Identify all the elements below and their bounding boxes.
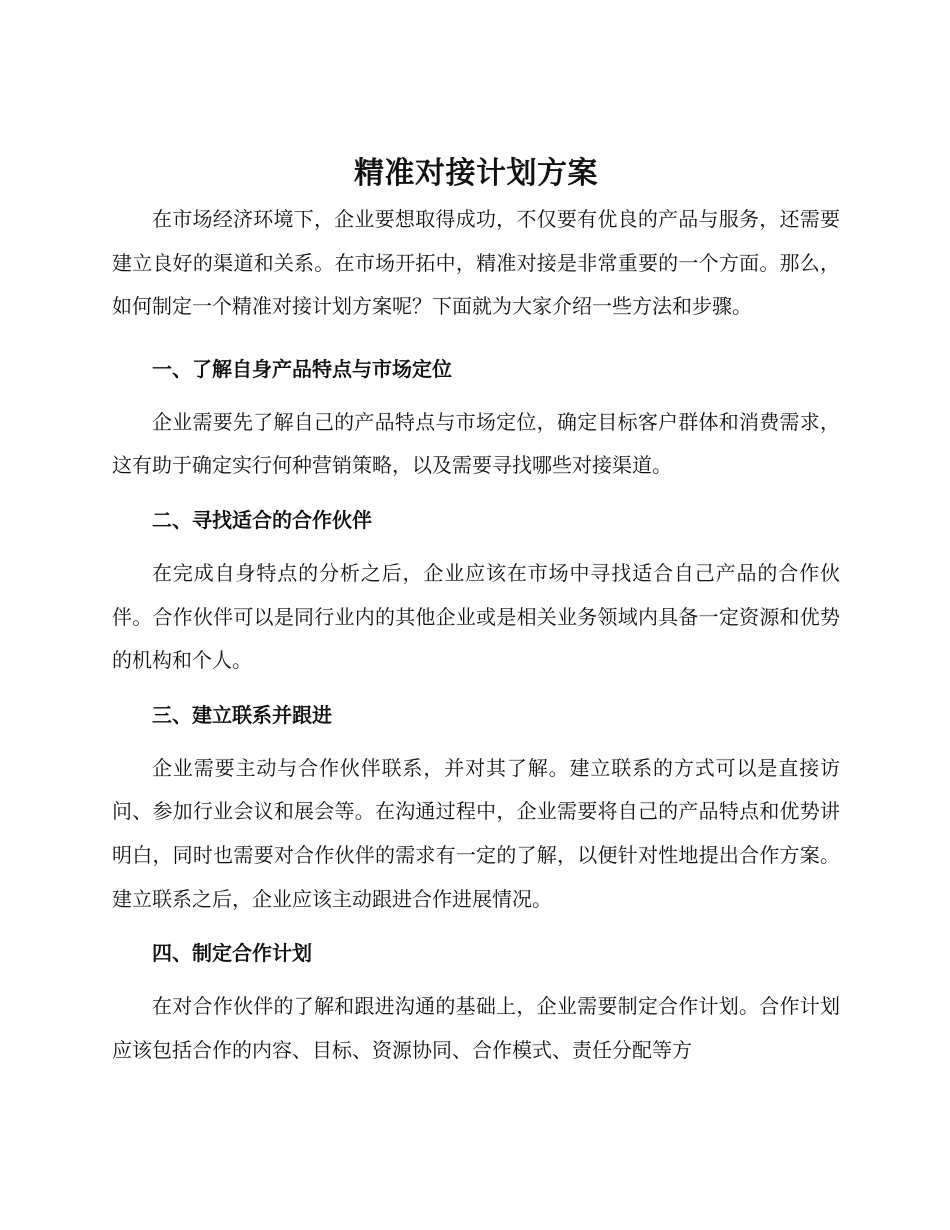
section-body-3: 企业需要主动与合作伙伴联系，并对其了解。建立联系的方式可以是直接访问、参加行业会议和展会等。在沟通过程中，企业需要将自己的产品特点和优势讲明白，同时也需要对合作伙伴的需求有一定的了解，以便针对性地提出合作方案。建立联系之后，企业应该主动跟进合作进展情况。: [112, 755, 840, 911]
document-content: [112, 150, 840, 1072]
section-heading-2: 二、寻找适合的合作伙伴: [152, 507, 372, 532]
intro-paragraph: 在市场经济环境下，企业要想取得成功，不仅要有优良的产品与服务，还需要建立良好的渠道和关系。在市场开拓中，精准对接是非常重要的一个方面。那么，如何制定一个精准对接计划方案呢？下面就为大家介绍一些方法和步骤。: [112, 207, 840, 319]
document-title: 精准对接计划方案: [354, 156, 598, 191]
section-heading-1: 一、了解自身产品特点与市场定位: [152, 356, 452, 381]
section-body-2: 在完成自身特点的分析之后，企业应该在市场中寻找适合自己产品的合作伙伴。合作伙伴可以是同行业内的其他企业或是相关业务领域内具备一定资源和优势的机构和个人。: [112, 560, 840, 673]
section-heading-3: 三、建立联系并跟进: [152, 702, 332, 727]
section-body-1: 企业需要先了解自己的产品特点与市场定位，确定目标客户群体和消费需求，这有助于确定实行何种营销策略，以及需要寻找哪些对接渠道。: [112, 409, 840, 478]
section-body-4: 在对合作伙伴的了解和跟进沟通的基础上，企业需要制定合作计划。合作计划应该包括合作的内容、目标、资源协同、合作模式、责任分配等方: [112, 994, 840, 1062]
section-heading-4: 四、制定合作计划: [152, 941, 312, 966]
